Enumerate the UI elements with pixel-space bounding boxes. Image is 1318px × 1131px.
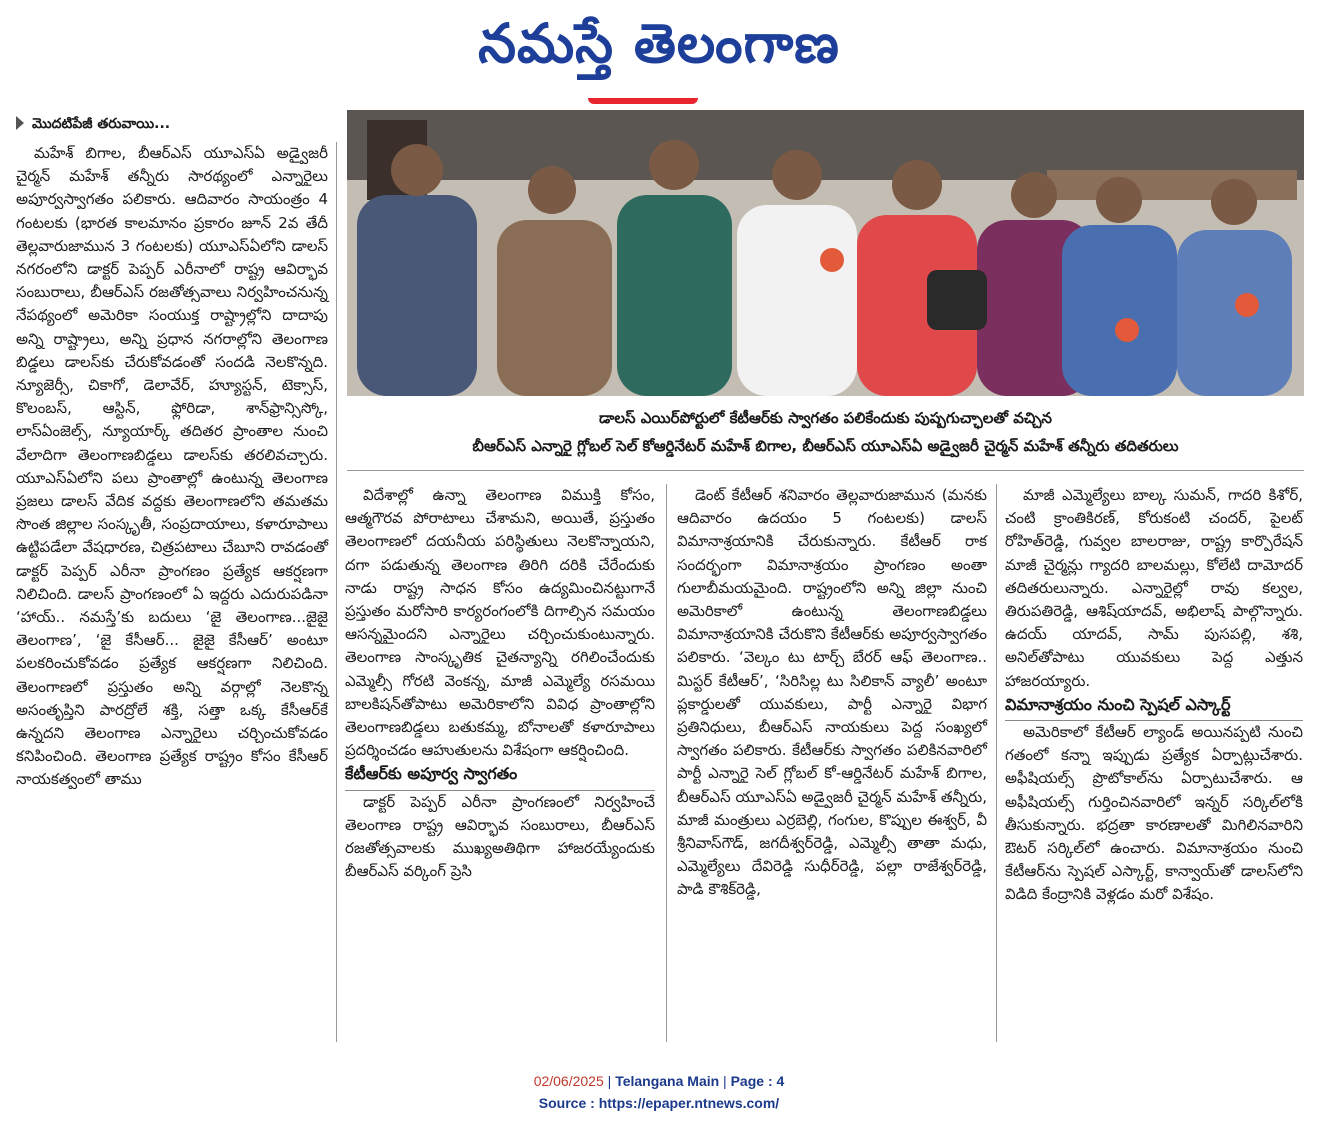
- footer-date: 02/06/2025: [533, 1073, 604, 1089]
- article-column-1: [16, 142, 328, 792]
- footer-edition-line: 02/06/2025 | Telangana Main | Page : 4: [533, 1073, 785, 1089]
- masthead-title: నమస్తే తెలంగాణ: [478, 12, 840, 75]
- photo-caption-line-1: డాలస్ ఎయిర్‌పోర్టులో కేటీఆర్‌కు స్వాగతం పలికేందుకు పుష్పగుచ్ఛాలతో వచ్చిన: [599, 409, 1052, 427]
- article-column-2: [345, 484, 655, 883]
- news-photo: [347, 110, 1304, 396]
- subheading-special-escort: విమానాశ్రయం నుంచి స్పెషల్ ఎస్కార్ట్: [1005, 693, 1303, 721]
- section-continuation-tag: [16, 116, 170, 135]
- column-4-paragraph-2: అమెరికాలో కేటీఆర్ ల్యాండ్ అయినప్పటి నుంచి గతంలో కన్నా ఇప్పుడు ప్రత్యేక ఏర్పాట్లుచేశారు. అఫీషియల్స్ ప్రొటోకాల్‌ను ఏర్పాటుచేశారు. ఆ అఫీషియల్స్ గుర్తించినవారిలో ఇన్నర్ సర్కిల్‌లోకి తీసుకున్నారు. భద్రతా కారణాలతో మిగిలినవారిని ఔటర్ సర్కిల్‌లో ఉంచారు. విమానాశ్రయం నుంచి కేటీఆర్‌ను స్పెషల్ ఎస్కార్ట్, కాన్వాయ్‌తో డాలస్‌లోని విడిది కేంద్రానికి వెళ్లడం మరో విశేషం.: [1005, 723, 1303, 904]
- column-divider: [336, 142, 337, 1042]
- photo-caption-line-2: బీఆర్‌ఎస్ ఎన్నారై గ్లోబల్ సెల్ కోఆర్డినేటర్ మహేశ్ బిగాల, బీఆర్‌ఎస్ యూఎస్‌ఏ అడ్వైజరీ చైర్మన్ మహేశ్ తన్నీరు తదితరులు: [472, 437, 1179, 455]
- column-divider: [666, 484, 667, 1042]
- column-2-paragraph-1: విదేశాల్లో ఉన్నా తెలంగాణ విముక్తి కోసం, ఆత్మగౌరవ పోరాటాలు చేశామని, అయితే, ప్రస్తుతం తెలంగాణలో దయనీయ పరిస్థితులు నెలకొన్నాయని, దగా పడుతున్న తెలంగాణ తిరిగి దరికి చేరేందుకు నాడు రాష్ట్ర సాధన కోసం ఉద్యమించినట్టుగానే ప్రస్తుతం మరోసారి కార్యరంగంలోకి దిగాల్సిన సమయం ఆసన్నమైందని ఎన్నారైలు చర్చించుకుంటున్నారు. తెలంగాణ సాంస్కృతిక చైతన్యాన్ని రగిలించేందుకు ఎమ్మెల్సీ గోరటి వెంకన్న, మాజీ ఎమ్మెల్యే రసమయి బాలకిషన్‌తోపాటు అమెరికాలోని వివిధ ప్రాంతాల్లోని తెలంగాణబిడ్డలు బతుకమ్మ, బోనాలతో కళారూపాలు ప్రదర్శించడం ఆహుతులను విశేషంగా ఆకర్షించింది.: [345, 486, 655, 760]
- article-column-4: [1005, 484, 1303, 907]
- caption-divider: [347, 470, 1304, 471]
- masthead-accent-bar: [588, 98, 698, 104]
- footer-page: Page : 4: [730, 1073, 785, 1089]
- column-4-paragraph-1: మాజీ ఎమ్మెల్యేలు బాల్క సుమన్, గాదరి కిశోర్, చంటి క్రాంతికిరణ్, కోరుకంటి చందర్, పైలట్ రోహిత్‌రెడ్డి, గువ్వల బాలరాజు, రాష్ట్ర కార్పొరేషన్ మాజీ చైర్మన్లు గ్యాదరి బాలమల్లు, కోలేటి దామోదర్ తదితరులున్నారు. ఎన్నారైల్లో రావు కల్వల, తిరుపతిరెడ్డి, ఆశిష్‌యాదవ్, అభిలాష్ పాల్గొన్నారు. ఉదయ్ యాదవ్, సామ్ పుసపల్లి, శశి, అనిల్‌తోపాటు యువకులు పెద్ద ఎత్తున హాజరయ్యారు.: [1005, 486, 1303, 690]
- footer-source-link[interactable]: Source : https://epaper.ntnews.com/: [538, 1095, 780, 1111]
- footer-edition: Telangana Main: [615, 1073, 720, 1089]
- column-divider: [996, 484, 997, 1042]
- chevron-right-icon: [16, 116, 24, 130]
- subheading-ktr-welcome: కేటీఆర్‌కు అపూర్వ స్వాగతం: [345, 762, 655, 790]
- photo-caption: [347, 404, 1304, 460]
- column-1-paragraph: మహేశ్ బిగాల, బీఆర్‌ఎస్ యూఎస్‌ఏ అడ్వైజరీ చైర్మన్ మహేశ్ తన్నీరు సారథ్యంలో ఎన్నారైలు అపూర్వస్వాగతం పలికారు. ఆదివారం సాయంత్రం 4 గంటలకు (భారత కాలమానం ప్రకారం జూన్ 2వ తేదీ తెల్లవారుజామున 3 గంటలకు) యూఎస్‌ఏలోని డాలస్ నగరంలోని డాక్టర్ పెప్పర్ ఎరీనాలో రాష్ట్ర ఆవిర్భావ సంబురాలు, బీఆర్‌ఎస్ రజతోత్సవాలు నిర్వహించనున్న నేపథ్యంలో అమెరికా సంయుక్త రాష్ట్రాల్లోని దాదాపు అన్ని రాష్ట్రాలు, అన్ని ప్రధాన నగరాల్లోని తెలంగాణ బిడ్డలు డాలస్‌కు చేరుకోవడంతో సందడి నెలకొన్నది. న్యూజెర్సీ, చికాగో, డెలావేర్, హ్యూస్టన్, టెక్సాస్, కొలంబస్, ఆస్టిన్, ఫ్లోరిడా, శాన్‌ఫ్రాన్సిస్కో, లాస్‌ఏంజెల్స్, న్యూయార్క్ తదితర ప్రాంతాల నుంచి వేలాదిగా తెలంగాణబిడ్డలు డాలస్‌కు తరలివచ్చారు. యూఎస్‌ఏలోని పలు ప్రాంతాల్లో ఉంటున్న తెలంగాణ ప్రజలు డాలస్ వేదిక వద్దకు తెలంగాణలోని తమతమ సొంత జిల్లాల సంస్కృతీ, సంప్రదాయాలు, కళారూపాలు ఉట్టిపడేలా వేషధారణ, చిత్రపటాలు చేబూని రావడంతో డాక్టర్ పెప్పర్ ఎరీనా ప్రాంగణం ప్రత్యేక ఆకర్షణగా నిలిచింది. డాలస్ ప్రాంగణంలో ఏ ఇద్దరు ఎదురుపడినా ‘హాయ్.. నమస్తే’కు బదులు ‘జై తెలంగాణ...జైజై తెలంగాణ’, ‘జై కేసీఆర్... జైజై కేసీఆర్’ అంటూ పలకరించుకోవడం ప్రత్యేక ఆకర్షణగా నిలిచింది. తెలంగాణలో ప్రస్తుతం అన్ని వర్గాల్లో నెలకొన్న అసంతృప్తిని పారద్రోలే శక్తి, సత్తా ఒక్క కేసీఆర్‌కే ఉన్నదని తెలంగాణ ఎన్నారైలు చర్చించుకోవడం కనిపించింది. తెలంగాణ ప్రత్యేక రాష్ట్రం కోసం కేసీఆర్ నాయకత్వంలో తాము: [16, 144, 328, 789]
- page-footer: [0, 1070, 1318, 1114]
- column-2-paragraph-2: డాక్టర్ పెప్పర్ ఎరీనా ప్రాంగణంలో నిర్వహించే తెలంగాణ రాష్ట్ర ఆవిర్భావ సంబురాలు, బీఆర్‌ఎస్ రజతోత్సవాలకు ముఖ్యఅతిథిగా హాజరయ్యేందుకు బీఆర్‌ఎస్ వర్కింగ్ ప్రెసి: [345, 792, 655, 881]
- news-photo-illustration: [347, 110, 1304, 396]
- column-3-paragraph: డెంట్ కేటీఆర్ శనివారం తెల్లవారుజామున (మనకు ఆదివారం ఉదయం 5 గంటలకు) డాలస్ విమానాశ్రయానికి చేరుకున్నారు. కేటీఆర్ రాక సందర్భంగా విమానాశ్రయం ప్రాంగణం అంతా గులాబీమయమైంది. రాష్ట్రంలోని అన్ని జిల్లా నుంచి అమెరికాలో ఉంటున్న తెలంగాణబిడ్డలు విమానాశ్రయానికి చేరుకొని కేటీఆర్‌కు అపూర్వస్వాగతం పలికారు. ‘వెల్కం టు టార్చ్ బేరర్ ఆఫ్ తెలంగాణ.. మిస్టర్ కేటీఆర్’, ‘సిరిసిల్ల టు సిలికాన్ వ్యాలీ’ అంటూ ప్లకార్డులతో యువకులు, పార్టీ ఎన్నారై విభాగ ప్రతినిధులు, బీఆర్‌ఎస్ నాయకులు పెద్ద సంఖ్యలో స్వాగతం పలికారు. కేటీఆర్‌కు స్వాగతం పలికినవారిలో పార్టీ ఎన్నారై సెల్ గ్లోబల్ కో-ఆర్డినేటర్ మహేశ్ బిగాల, బీఆర్‌ఎస్ యూఎస్‌ఏ అడ్వైజరీ చైర్మన్ మహేశ్ తన్నీరు, మాజీ మంత్రులు ఎర్రబెల్లి, గంగుల, కొప్పుల ఈశ్వర్, వీ శ్రీనివాస్‌గౌడ్, జగదీశ్వర్‌రెడ్డి, ఎమ్మెల్సీ తాతా మధు, ఎమ్మెల్యేలు దేవిరెడ్డి సుధీర్‌రెడ్డి, పల్లా రాజేశ్వర్‌రెడ్డి, పాడి కౌశిక్‌రెడ్డి,: [677, 486, 987, 899]
- article-column-3: [677, 484, 987, 902]
- section-tag-label: మొదటిపేజీ తరువాయి...: [32, 116, 171, 132]
